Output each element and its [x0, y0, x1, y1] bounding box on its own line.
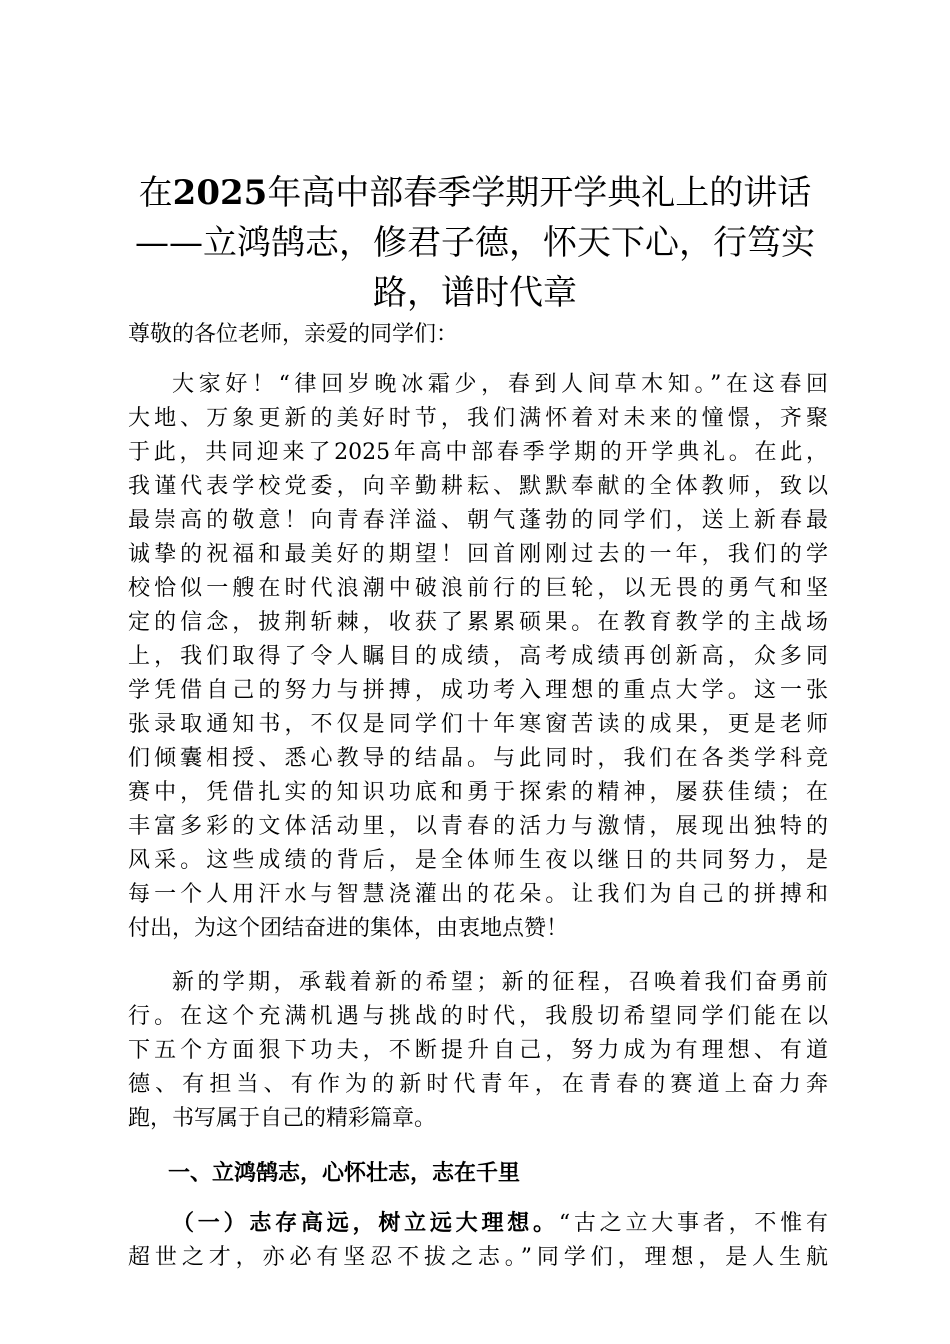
paragraph-line: 下五个方面狠下功夫，不断提升自己，努力成为有理想、有道 — [128, 1038, 828, 1063]
paragraph-line: 于此，共同迎来了2025年高中部春季学期的开学典礼。在此， — [128, 440, 828, 465]
paragraph-line: 学凭借自己的努力与拼搏，成功考入理想的重点大学。这一张 — [128, 678, 828, 703]
paragraph-new-semester — [128, 966, 828, 1136]
title-line-1: 在2025年高中部春季学期开学典礼上的讲话 — [138, 173, 812, 213]
paragraph-line: 校恰似一艘在时代浪潮中破浪前行的巨轮，以无畏的勇气和坚 — [128, 576, 828, 601]
section-heading-1: 一、立鸿鹄志，心怀壮志，志在千里 — [168, 1160, 521, 1186]
paragraph-line: 大地、万象更新的美好时节，我们满怀着对未来的憧憬，齐聚 — [128, 406, 828, 431]
paragraph-opening — [128, 368, 828, 946]
document-body — [128, 318, 828, 1295]
paragraph-line: 超世之才，亦必有坚忍不拔之志。”同学们，理想，是人生航 — [128, 1245, 828, 1270]
paragraph-line: 德、有担当、有作为的新时代青年，在青春的赛道上奋力奔 — [128, 1072, 828, 1097]
paragraph-line: 跑，书写属于自己的精彩篇章。 — [128, 1106, 437, 1131]
document-title — [110, 168, 840, 318]
title-year: 2025 — [172, 173, 268, 213]
paragraph-line: 最崇高的敬意！向青春洋溢、朝气蓬勃的同学们，送上新春最 — [128, 508, 828, 533]
subheading-lead: （一）志存高远，树立远大理想。 — [172, 1210, 559, 1236]
paragraph-line: 我谨代表学校党委，向辛勤耕耘、默默奉献的全体教师，致以 — [128, 474, 828, 499]
paragraph-ideals — [128, 1206, 828, 1275]
paragraph-line: 大家好！“律回岁晚冰霜少，春到人间草木知。”在这春回 — [172, 372, 828, 397]
paragraph-line: 们倾囊相授、悉心教导的结晶。与此同时，我们在各类学科竞 — [128, 746, 828, 771]
paragraph-line: 付出，为这个团结奋进的集体，由衷地点赞！ — [128, 916, 569, 941]
paragraph-line: 上，我们取得了令人瞩目的成绩，高考成绩再创新高，众多同 — [128, 644, 828, 669]
paragraph-line: 定的信念，披荆斩棘，收获了累累硕果。在教育教学的主战场 — [128, 610, 828, 635]
paragraph-line: 行。在这个充满机遇与挑战的时代，我殷切希望同学们能在以 — [128, 1004, 828, 1029]
paragraph-line: 张录取通知书，不仅是同学们十年寒窗苦读的成果，更是老师 — [128, 712, 828, 737]
paragraph-line: 新的学期，承载着新的希望；新的征程，召唤着我们奋勇前 — [172, 970, 828, 995]
title-line-3: 路，谱时代章 — [373, 273, 577, 313]
paragraph-line: 诚挚的祝福和最美好的期望！回首刚刚过去的一年，我们的学 — [128, 542, 828, 567]
paragraph-line: 风采。这些成绩的背后，是全体师生夜以继日的共同努力，是 — [128, 848, 828, 873]
paragraph-line: （一）志存高远，树立远大理想。“古之立大事者，不惟有 — [172, 1210, 828, 1236]
greeting: 尊敬的各位老师，亲爱的同学们： — [128, 322, 459, 347]
paragraph-line: 丰富多彩的文体活动里，以青春的活力与激情，展现出独特的 — [128, 814, 828, 839]
paragraph-line: 每一个人用汗水与智慧浇灌出的花朵。让我们为自己的拼搏和 — [128, 882, 828, 907]
paragraph-line: 赛中，凭借扎实的知识功底和勇于探索的精神，屡获佳绩；在 — [128, 780, 828, 805]
title-line-2: ——立鸿鹄志，修君子德，怀天下心，行笃实 — [135, 223, 815, 263]
